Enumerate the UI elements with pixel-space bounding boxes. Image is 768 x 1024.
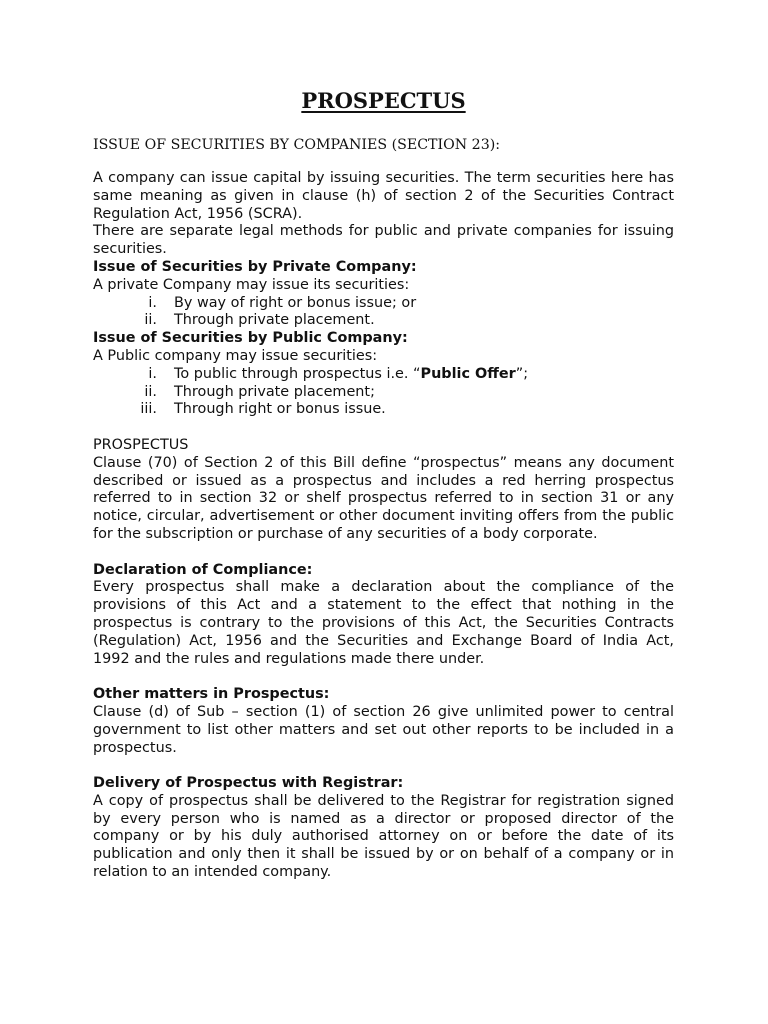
declaration-heading: Declaration of Compliance: — [93, 561, 313, 578]
list-item-number: i. — [148, 294, 157, 311]
list-item-text-post: ”; — [515, 365, 529, 382]
private-company-lead: A private Company may issue its securities: — [93, 276, 410, 293]
list-item-text: Through right or bonus issue. — [174, 401, 386, 418]
list-item-number: ii. — [144, 383, 157, 400]
delivery-body: A copy of prospectus shall be delivered to the Registrar for registration signed by every person who is named as a director or proposed director of the company or by his duly authorised attorney on or before the date of its publication and only then it shall be issued by or on behalf of a company or in relation to an intended company. — [93, 792, 674, 881]
spacer — [93, 419, 674, 437]
list-item-text: By way of right or bonus issue; or — [174, 294, 417, 311]
public-company-lead: A Public company may issue securities: — [93, 347, 378, 364]
list-item — [93, 366, 674, 384]
list-item-text: Through private placement. — [174, 312, 375, 329]
other-matters-body: Clause (d) of Sub – section (1) of section 26 give unlimited power to central government to list other matters and set out other reports to be included in a prospectus. — [93, 703, 674, 756]
list-item-text — [174, 366, 528, 384]
private-company-list — [93, 295, 674, 331]
prospectus-definition: Clause (70) of Section 2 of this Bill define “prospectus” means any document described or issued as a prospectus and includes a red herring prospectus referred to in section 32 or shelf prospectus referred to in section 31 or any notice, circular, advertisement or other document inviting offers from the public for the subscription or purchase of any securities of a body corporate. — [93, 454, 674, 542]
list-item-text-pre: To public through prospectus i.e. “ — [174, 365, 421, 382]
list-item — [93, 295, 674, 313]
public-company-list — [93, 366, 674, 419]
list-item — [93, 401, 674, 419]
intro-paragraph-2: There are separate legal methods for public and private companies for issuing securities. — [93, 223, 674, 258]
list-item — [93, 384, 674, 402]
delivery-heading: Delivery of Prospectus with Registrar: — [93, 775, 404, 792]
list-item-number: iii. — [140, 401, 157, 418]
list-item-number: ii. — [144, 312, 157, 329]
other-matters-heading: Other matters in Prospectus: — [93, 686, 330, 703]
document-page — [93, 88, 674, 882]
spacer — [93, 544, 674, 562]
list-item — [93, 312, 674, 330]
section-subtitle: ISSUE OF SECURITIES BY COMPANIES (SECTION 23): — [93, 137, 501, 153]
spacer — [93, 668, 674, 686]
private-company-heading: Issue of Securities by Private Company: — [93, 258, 417, 275]
spacer — [93, 757, 674, 775]
public-offer-emphasis: Public Offer — [420, 365, 516, 382]
declaration-body: Every prospectus shall make a declaration about the compliance of the provisions of this Act and a statement to the effect that nothing in the prospectus is contrary to the provisions of this Act, the Securities Contracts (Regulation) Act, 1956 and the Securities and Exchange Board of India Act, 1992 and the rules and regulations made there under. — [93, 579, 674, 667]
public-company-heading: Issue of Securities by Public Company: — [93, 330, 408, 347]
intro-paragraph-1: A company can issue capital by issuing securities. The term securities here has same meaning as given in clause (h) of section 2 of the Securities Contract Regulation Act, 1956 (SCRA). — [93, 170, 674, 222]
list-item-text: Through private placement; — [174, 383, 375, 400]
prospectus-heading: PROSPECTUS — [93, 436, 189, 453]
page-title: PROSPECTUS — [301, 88, 466, 113]
list-item-number: i. — [148, 365, 157, 382]
